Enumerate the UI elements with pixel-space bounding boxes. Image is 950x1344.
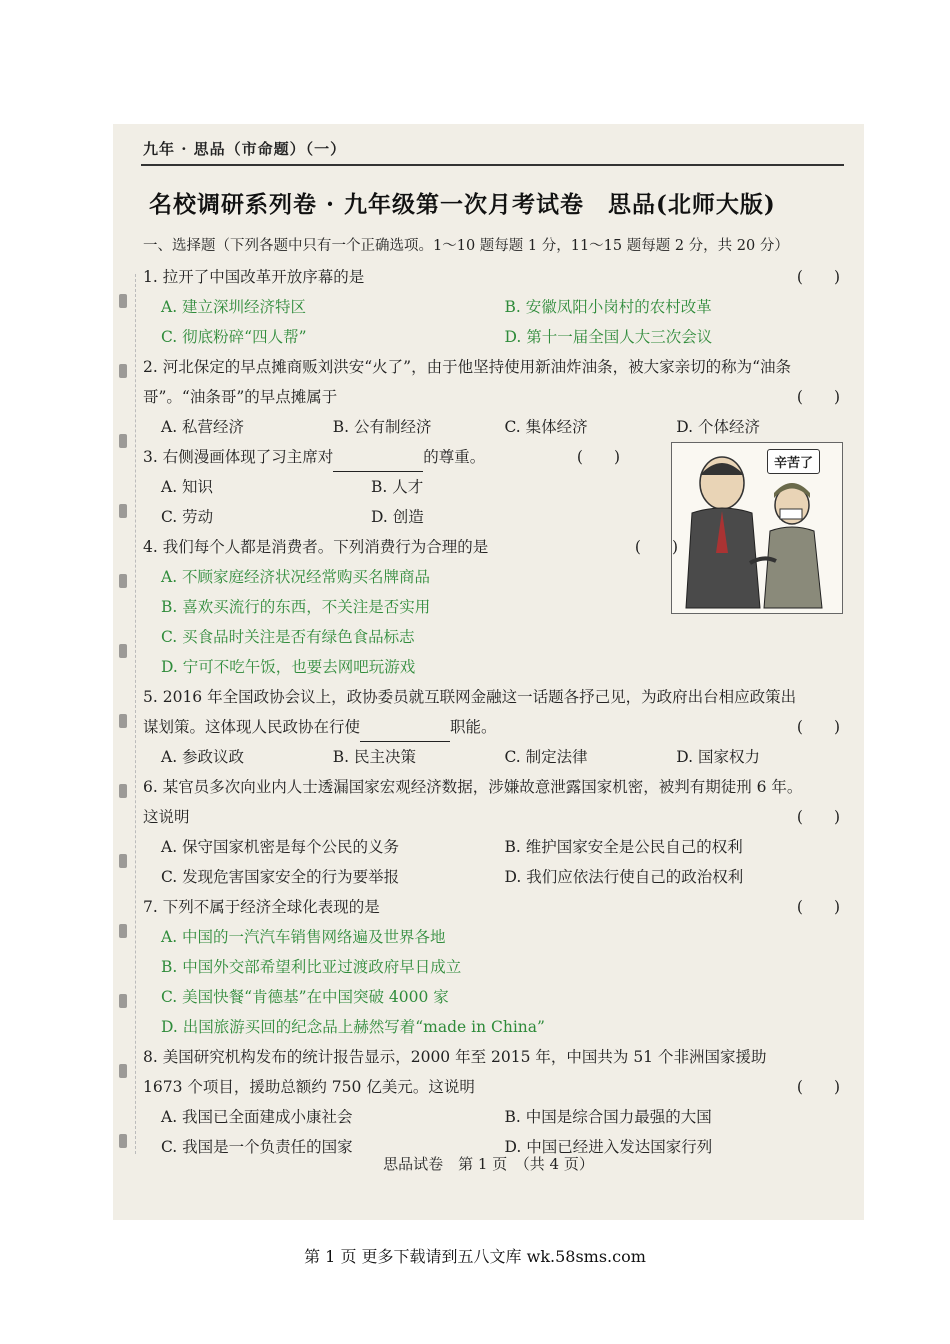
- speech-bubble: 辛苦了: [767, 449, 820, 474]
- options-1: [143, 292, 848, 352]
- answer-paren: ( ): [796, 388, 840, 406]
- question-stem: 4. 我们每个人都是消费者。下列消费行为合理的是: [143, 538, 489, 556]
- option-d: D. 我们应依法行使自己的政治权利: [504, 868, 744, 886]
- option-b: B. 喜欢买流行的东西，不关注是否实用: [161, 598, 431, 616]
- option-a: A. 参政议政: [161, 748, 245, 766]
- option-c: C. 彻底粉碎“四人帮”: [161, 328, 307, 346]
- option-a: A. 不顾家庭经济状况经常购买名牌商品: [161, 568, 431, 586]
- question-7: [143, 892, 848, 922]
- option-a: A. 我国已全面建成小康社会: [161, 1108, 353, 1126]
- question-3: [143, 442, 848, 472]
- question-4: [143, 532, 848, 562]
- option-b: B. 人才: [371, 478, 424, 496]
- option-b: B. 公有制经济: [332, 418, 432, 436]
- option-a: A. 保守国家机密是每个公民的义务: [161, 838, 400, 856]
- options-7: [143, 922, 848, 1042]
- question-stem: 2. 河北保定的早点摊商贩刘洪安“火了”，由于他坚持使用新油炸油条，被大家亲切的称为“油条哥”。“油条哥”的早点摊属于: [143, 358, 791, 406]
- option-d: D. 出国旅游买回的纪念品上赫然写着“made in China”: [161, 1018, 545, 1036]
- section-heading: 一、选择题（下列各题中只有一个正确选项。1～10 题每题 1 分，11～15 题每题 2 分，共 20 分）: [143, 238, 789, 254]
- option-c: C. 我国是一个负责任的国家: [161, 1138, 353, 1156]
- option-a: A. 中国的一汽汽车销售网络遍及世界各地: [161, 928, 446, 946]
- exam-title: 名校调研系列卷 · 九年级第一次月考试卷 思品(北师大版): [149, 191, 776, 218]
- option-c: C. 集体经济: [504, 418, 588, 436]
- question-stem-end: 职能。: [450, 718, 497, 736]
- option-d: D. 中国已经进入发达国家行列: [504, 1138, 713, 1156]
- question-stem: 3. 右侧漫画体现了习主席对: [143, 448, 334, 466]
- option-a: A. 建立深圳经济特区: [161, 298, 307, 316]
- option-c: C. 买食品时关注是否有绿色食品标志: [161, 628, 415, 646]
- option-d: D. 宁可不吃午饭，也要去网吧玩游戏: [161, 658, 416, 676]
- question-stem: 1. 拉开了中国改革开放序幕的是: [143, 268, 365, 286]
- option-d: D. 国家权力: [676, 748, 760, 766]
- options-2: [143, 412, 848, 442]
- option-c: C. 美国快餐“肯德基”在中国突破 4000 家: [161, 988, 449, 1006]
- option-b: B. 维护国家安全是公民自己的权利: [504, 838, 743, 856]
- option-b: B. 民主决策: [332, 748, 416, 766]
- question-list: [143, 262, 848, 1162]
- options-3: [143, 472, 581, 532]
- fill-blank: [333, 455, 423, 472]
- options-6: [143, 832, 848, 892]
- answer-paren: ( ): [634, 538, 678, 556]
- answer-paren: ( ): [796, 1078, 840, 1096]
- option-b: B. 中国外交部希望利比亚过渡政府早日成立: [161, 958, 462, 976]
- question-1: [143, 262, 848, 292]
- scanned-exam-sheet: [113, 124, 864, 1220]
- answer-paren: ( ): [796, 718, 840, 736]
- option-d: D. 第十一届全国人大三次会议: [504, 328, 713, 346]
- header-rule: [141, 164, 844, 166]
- answer-paren: ( ): [576, 448, 620, 466]
- question-stem: 7. 下列不属于经济全球化表现的是: [143, 898, 380, 916]
- option-c: C. 劳动: [161, 508, 214, 526]
- option-a: A. 知识: [161, 478, 214, 496]
- option-b: B. 安徽凤阳小岗村的农村改革: [504, 298, 712, 316]
- question-6: [143, 772, 848, 832]
- option-d: D. 创造: [371, 508, 424, 526]
- answer-paren: ( ): [796, 808, 840, 826]
- answer-paren: ( ): [796, 898, 840, 916]
- question-8: [143, 1042, 848, 1102]
- fill-blank: [360, 725, 450, 742]
- option-d: D. 个体经济: [676, 418, 760, 436]
- question-stem: 8. 美国研究机构发布的统计报告显示，2000 年至 2015 年，中国共为 51 个非洲国家援助 1673 个项目，援助总额约 750 亿美元。这说明: [143, 1048, 767, 1096]
- option-c: C. 制定法律: [504, 748, 588, 766]
- sheet-page-number: 思品试卷 第 1 页 （共 4 页）: [383, 1155, 594, 1173]
- sheet-header: 九年 · 思品（市命题）（一）: [143, 140, 347, 158]
- options-5: [143, 742, 848, 772]
- option-a: A. 私营经济: [161, 418, 245, 436]
- answer-paren: ( ): [796, 268, 840, 286]
- option-c: C. 发现危害国家安全的行为要举报: [161, 868, 400, 886]
- options-4: [143, 562, 848, 682]
- question-stem: 5. 2016 年全国政协会议上，政协委员就互联网金融这一话题各抒己见，为政府出台相应政策出谋划策。这体现人民政协在行使: [143, 688, 797, 736]
- binding-margin: [113, 274, 136, 1154]
- question-stem-end: 的尊重。: [423, 448, 486, 466]
- question-stem: 6. 某官员多次向业内人士透漏国家宏观经济数据，涉嫌故意泄露国家机密，被判有期徒刑 6 年。这说明: [143, 778, 803, 826]
- question-5: [143, 682, 848, 742]
- download-footer: 第 1 页 更多下载请到五八文库 wk.58sms.com: [304, 1247, 646, 1266]
- option-b: B. 中国是综合国力最强的大国: [504, 1108, 712, 1126]
- question-2: [143, 352, 848, 412]
